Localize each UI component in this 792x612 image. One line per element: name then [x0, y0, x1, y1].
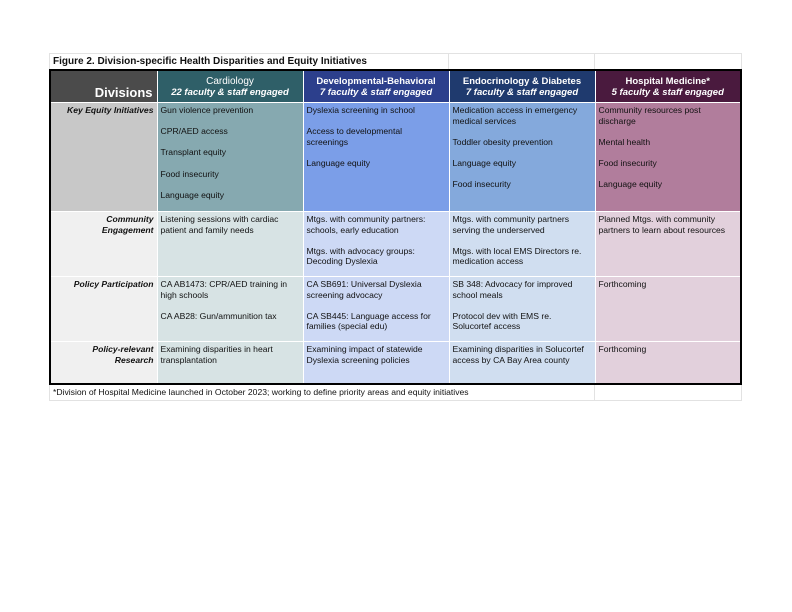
- initiative-item: Access to developmental screenings: [306, 126, 403, 147]
- division-engaged: 5 faculty & staff engaged: [611, 86, 724, 98]
- row-label: Policy Participation: [50, 277, 157, 342]
- cell-endocrinology-diabetes: [449, 103, 595, 212]
- division-name: Endocrinology & Diabetes: [462, 75, 582, 87]
- policy-item: Protocol dev with EMS re. Solucortef access: [452, 310, 552, 332]
- initiative-item: Language equity: [160, 189, 225, 200]
- initiative-item: Toddler obesity prevention: [452, 136, 553, 147]
- initiatives-table: [49, 69, 742, 385]
- cell-endocrinology-diabetes: [449, 277, 595, 342]
- initiative-item: Food insecurity: [452, 179, 511, 190]
- row-label: Policy-relevant Research: [50, 342, 157, 384]
- division-name: Hospital Medicine*: [625, 75, 710, 87]
- row-policy-participation: [50, 277, 741, 342]
- initiative-item: Food insecurity: [160, 168, 219, 179]
- policy-item: CA SB691: Universal Dyslexia screening advocacy: [306, 279, 422, 300]
- initiative-item: Food insecurity: [598, 157, 657, 168]
- cell-endocrinology-diabetes: [449, 342, 595, 384]
- cell-hospital-medicine: [595, 342, 741, 384]
- research-item: Examining disparities in Solucortef access by CA Bay Area county: [452, 344, 584, 365]
- research-item: Examining impact of statewide Dyslexia screening policies: [306, 344, 423, 365]
- footnote: *Division of Hospital Medicine launched in October 2023; working to define priority areas and equity initiatives: [49, 385, 595, 400]
- division-name: Cardiology: [206, 75, 254, 87]
- engagement-item: Mtgs. with community partners serving the underserved: [452, 214, 570, 235]
- engagement-item: Planned Mtgs. with community partners to learn about resources: [598, 214, 726, 235]
- cell-hospital-medicine: [595, 277, 741, 342]
- header-developmental-behavioral: [303, 70, 449, 103]
- cell-developmental-behavioral: [303, 103, 449, 212]
- policy-item: SB 348: Advocacy for improved school meals: [452, 279, 573, 300]
- figure-sheet: [49, 53, 742, 401]
- row-key-equity-initiatives: [50, 103, 741, 212]
- research-item: Forthcoming: [598, 344, 647, 354]
- cell-developmental-behavioral: [303, 342, 449, 384]
- initiative-item: Mental health: [598, 136, 651, 147]
- cell-cardiology: [157, 277, 303, 342]
- title-blank-cell: [449, 54, 595, 69]
- header-endocrinology-diabetes: [449, 70, 595, 103]
- initiative-item: Community resources post discharge: [598, 105, 701, 126]
- policy-item: CA AB1473: CPR/AED training in high schools: [160, 279, 288, 300]
- initiative-item: Medication access in emergency medical services: [452, 105, 578, 126]
- cell-cardiology: [157, 103, 303, 212]
- engagement-item: Mtgs. with community partners: schools, early education: [306, 214, 426, 235]
- divisions-label: Divisions: [94, 85, 153, 101]
- cell-hospital-medicine: [595, 212, 741, 277]
- cell-developmental-behavioral: [303, 212, 449, 277]
- row-policy-relevant-research: [50, 342, 741, 384]
- engagement-item: Mtgs. with local EMS Directors re. medication access: [452, 245, 582, 267]
- cell-endocrinology-diabetes: [449, 212, 595, 277]
- initiative-item: Language equity: [598, 179, 663, 190]
- header-row: [50, 70, 741, 103]
- cell-cardiology: [157, 212, 303, 277]
- initiative-item: Gun violence prevention: [160, 105, 254, 115]
- policy-item: CA SB445: Language access for families (special edu): [306, 310, 431, 332]
- engagement-item: Mtgs. with advocacy groups: Decoding Dyslexia: [306, 245, 415, 267]
- initiative-item: Dyslexia screening in school: [306, 105, 415, 115]
- divisions-header-cell: [50, 70, 157, 103]
- policy-item: CA AB28: Gun/ammunition tax: [160, 310, 277, 321]
- initiative-item: Transplant equity: [160, 147, 227, 158]
- row-label: Key Equity Initiatives: [50, 103, 157, 212]
- initiative-item: Language equity: [452, 157, 517, 168]
- row-label: Community Engagement: [50, 212, 157, 277]
- initiative-item: CPR/AED access: [160, 126, 228, 137]
- row-community-engagement: [50, 212, 741, 277]
- research-item: Examining disparities in heart transplantation: [160, 344, 273, 365]
- cell-hospital-medicine: [595, 103, 741, 212]
- title-row: [49, 53, 742, 69]
- figure-title: Figure 2. Division-specific Health Disparities and Equity Initiatives: [49, 54, 449, 69]
- header-cardiology: [157, 70, 303, 103]
- policy-item: Forthcoming: [598, 279, 647, 289]
- division-engaged: 7 faculty & staff engaged: [465, 86, 579, 98]
- division-engaged: 22 faculty & staff engaged: [171, 86, 289, 98]
- initiative-item: Language equity: [306, 157, 371, 168]
- engagement-item: Listening sessions with cardiac patient and family needs: [160, 214, 279, 235]
- division-name: Developmental-Behavioral: [316, 75, 436, 87]
- footnote-row: [49, 385, 742, 401]
- cell-developmental-behavioral: [303, 277, 449, 342]
- title-blank-cell: [595, 54, 742, 69]
- header-hospital-medicine: [595, 70, 741, 103]
- cell-cardiology: [157, 342, 303, 384]
- footnote-blank-cell: [595, 385, 742, 400]
- division-engaged: 7 faculty & staff engaged: [319, 86, 433, 98]
